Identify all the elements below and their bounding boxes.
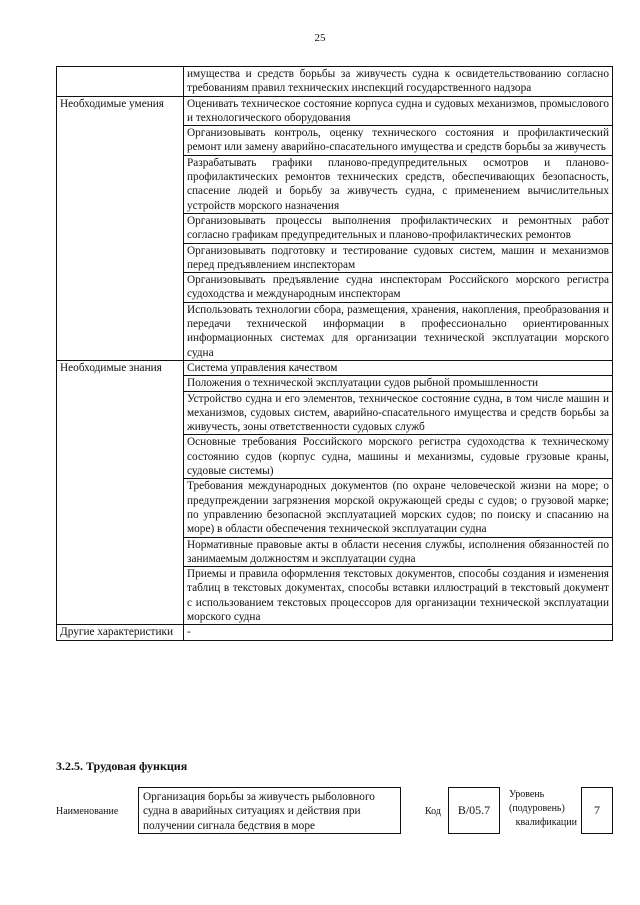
table-row xyxy=(57,67,613,97)
code-label: Код xyxy=(425,806,441,817)
qualification-level-value: 7 xyxy=(581,787,613,834)
level-label-line: квалификации xyxy=(515,817,577,828)
item-cell: Использовать технологии сбора, размещения, хранения, накопления, преобразования и передачи технической информации в профессионально ориентированных информационных системах для организации технической эксплуатации морского судна xyxy=(184,302,613,360)
level-label-line: Уровень xyxy=(509,789,545,800)
table-row xyxy=(57,96,613,126)
item-cell: Оценивать техническое состояние корпуса судна и судовых механизмов, промыслового и технологического оборудования xyxy=(184,96,613,126)
item-cell: Разрабатывать графики планово-предупредительных осмотров и планово-профилактических ремонтов технических средств, обеспечивающих безопасность, спасение людей и борьбу за живучесть судна, с применением вычислительных устройств морского назначения xyxy=(184,155,613,213)
item-cell: Система управления качеством xyxy=(184,360,613,375)
item-cell: Организовывать процессы выполнения профилактических и ремонтных работ согласно графикам предупредительных и планово-профилактических ремонтов xyxy=(184,213,613,243)
name-label: Наименование xyxy=(56,806,119,817)
level-label-line: (подуровень) xyxy=(509,803,565,814)
item-cell: Устройство судна и его элементов, техническое состояние судна, в том числе машин и механизмов, судовых систем, аварийно-спасательного имущества и средств борьбы за живучесть, зоны ответственности судовых служб xyxy=(184,391,613,435)
labor-function-code: B/05.7 xyxy=(448,787,500,834)
item-cell: - xyxy=(184,625,613,640)
item-cell: Приемы и правила оформления текстовых документов, способы создания и изменения таблиц в текстовых документах, способы вставки иллюстраций в текстовый документ с использованием текстовых процессоров для организации технической эксплуатации морского судна xyxy=(184,567,613,625)
item-cell: Положения о технической эксплуатации судов рыбной промышленности xyxy=(184,376,613,391)
table-row xyxy=(57,625,613,640)
item-cell: Организовывать контроль, оценку технического состояния и профилактический ремонт или замену аварийно-спасательного имущества и средств борьбы за живучесть xyxy=(184,126,613,156)
labor-function-name: Организация борьбы за живучесть рыболовного судна в аварийных ситуациях и действия при получении сигнала бедствия в море xyxy=(138,787,401,834)
category-cell: Другие характеристики xyxy=(57,625,184,640)
item-cell: Требования международных документов (по охране человеческой жизни на море; о предупреждении загрязнения морской окружающей среды с судов; о грузовой марке; по управлению безопасной эксплуатацией морских судов; по поиску и спасанию на море) в области обеспечения технической эксплуатации судна xyxy=(184,479,613,537)
item-cell: Организовывать подготовку и тестирование судовых систем, машин и механизмов перед предъявлением инспекторам xyxy=(184,243,613,273)
table-row xyxy=(57,360,613,375)
category-cell: Необходимые умения xyxy=(57,96,184,360)
item-cell: Основные требования Российского морского регистра судоходства к техническому состоянию судов (корпус судна, машины и механизмы, судовые грузовые краны, судовые системы) xyxy=(184,435,613,479)
page-number: 25 xyxy=(314,32,326,44)
section-heading: 3.2.5. Трудовая функция xyxy=(56,759,188,773)
item-cell: имущества и средств борьбы за живучесть судна к освидетельствованию согласно требованиям правил технических инспекций государственного надзора xyxy=(184,67,613,97)
competency-table xyxy=(56,66,613,641)
item-cell: Нормативные правовые акты в области несения службы, исполнения обязанностей по занимаемым должностям и эксплуатации судна xyxy=(184,537,613,567)
item-cell: Организовывать предъявление судна инспекторам Российского морского регистра судоходства и международным инспекторам xyxy=(184,273,613,303)
category-cell: Необходимые знания xyxy=(57,360,184,624)
qualification-level-label xyxy=(509,788,577,830)
category-cell xyxy=(57,67,184,97)
